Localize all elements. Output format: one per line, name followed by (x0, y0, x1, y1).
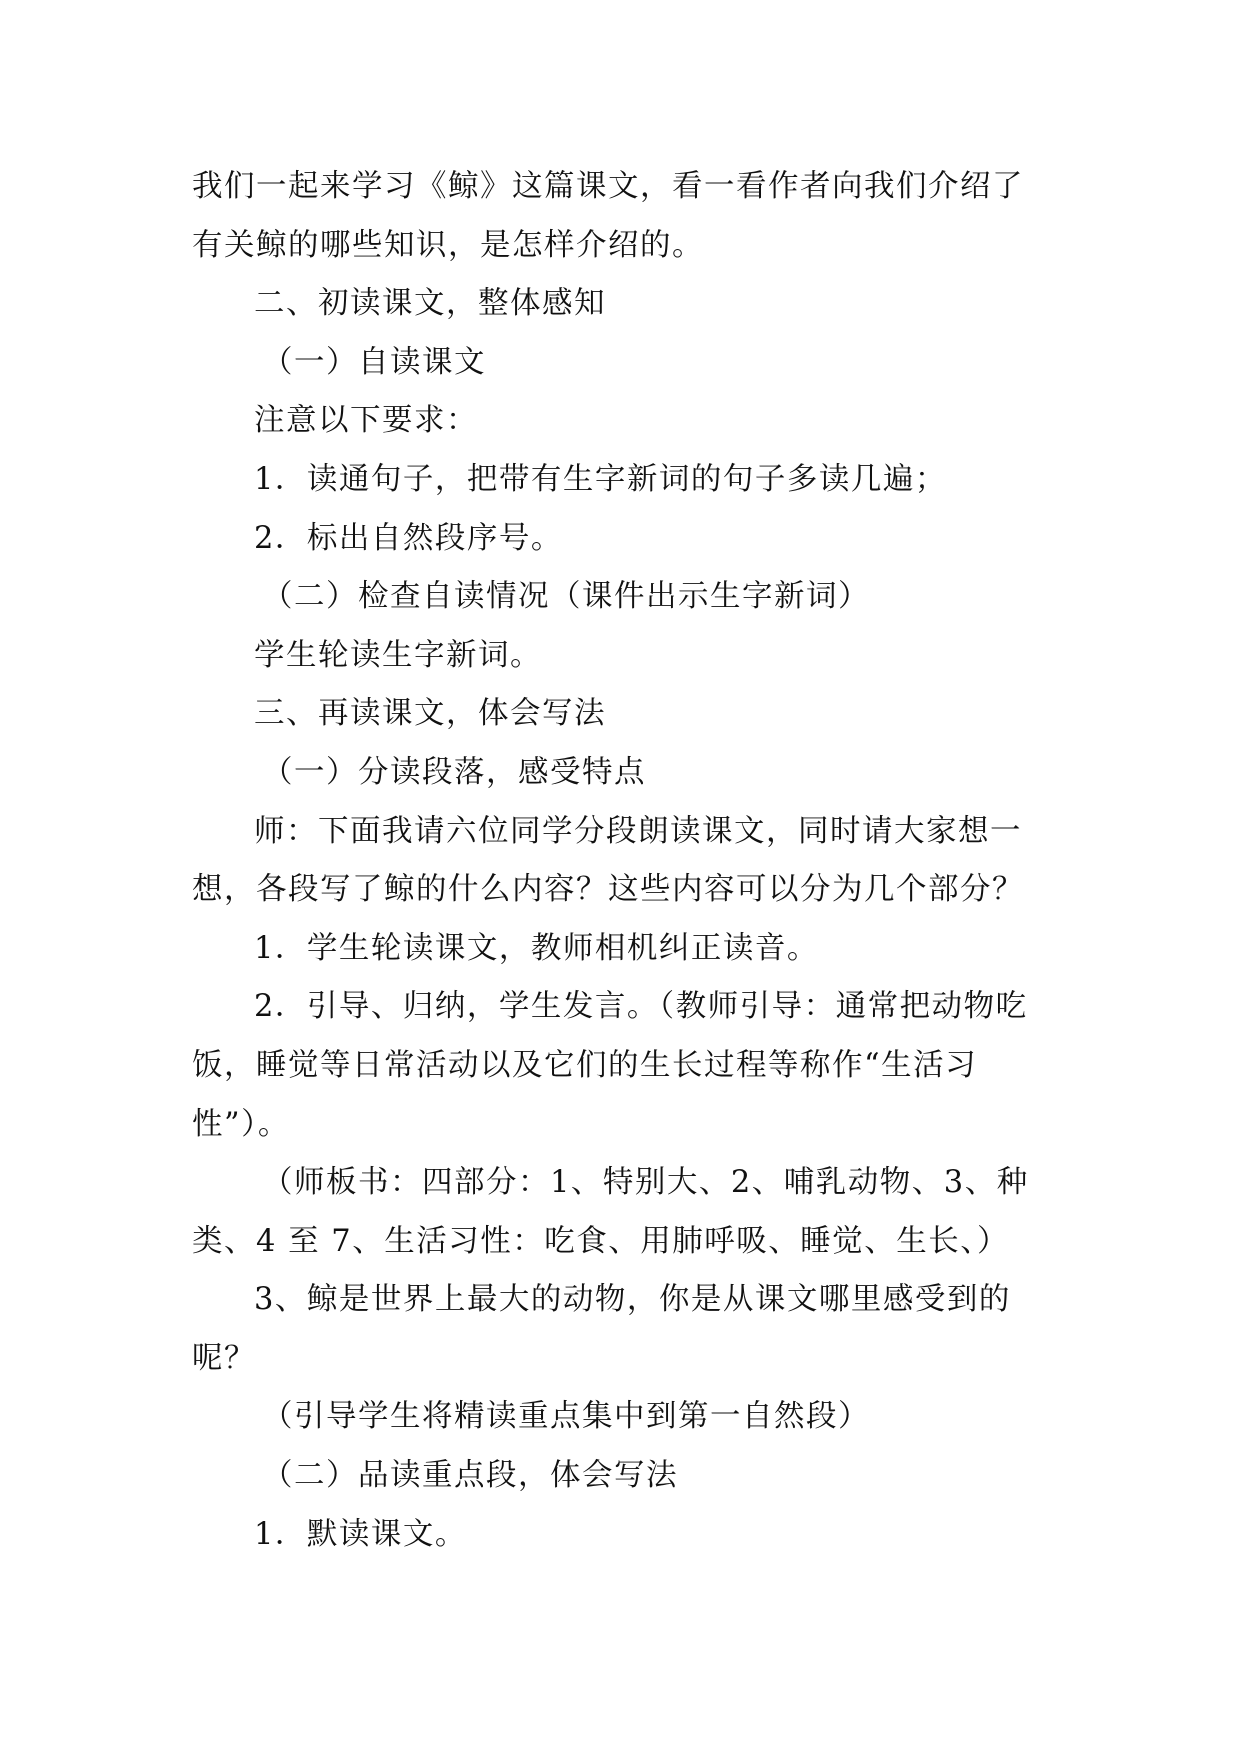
list-item: 2．标出自然段序号。 (254, 520, 563, 556)
paragraph-line: （师板书：四部分：1、特别大、2、哺乳动物、3、种 (262, 1165, 1029, 1201)
list-item: 1．默读课文。 (254, 1516, 467, 1552)
section-heading: 二、初读课文，整体感知 (254, 286, 606, 322)
paragraph-line: 呢？ (192, 1340, 256, 1376)
list-item: 2．引导、归纳，学生发言。（教师引导：通常把动物吃 (254, 989, 1028, 1025)
paragraph-line: 学生轮读生字新词。 (254, 637, 542, 673)
paragraph-line: （引导学生将精读重点集中到第一自然段） (262, 1399, 870, 1435)
paragraph-line: 有关鲸的哪些知识，是怎样介绍的。 (192, 227, 704, 263)
paragraph-line: 性”）。 (192, 1106, 290, 1142)
paragraph-line: 我们一起来学习《鲸》这篇课文，看一看作者向我们介绍了 (192, 169, 1024, 204)
subsection-heading: （一）分读段落，感受特点 (262, 754, 646, 790)
list-item: 1．读通句子，把带有生字新词的句子多读几遍； (254, 461, 947, 497)
subsection-heading: （一）自读课文 (262, 344, 486, 380)
document-body (192, 158, 1062, 1564)
list-item: 3、鲸是世界上最大的动物，你是从课文哪里感受到的 (254, 1282, 1011, 1318)
paragraph-line: 类、4 至 7、生活习性：吃食、用肺呼吸、睡觉、生长、） (192, 1223, 1009, 1259)
list-item: 1．学生轮读课文，教师相机纠正读音。 (254, 930, 819, 966)
subsection-heading: （二）检查自读情况（课件出示生字新词） (262, 579, 870, 615)
paragraph-line: 师：下面我请六位同学分段朗读课文，同时请大家想一 (254, 813, 1022, 849)
subsection-heading: （二）品读重点段，体会写法 (262, 1458, 678, 1494)
paragraph-line: 想，各段写了鲸的什么内容？这些内容可以分为几个部分？ (192, 872, 1024, 908)
section-heading: 三、再读课文，体会写法 (254, 696, 606, 732)
paragraph-line: 饭，睡觉等日常活动以及它们的生长过程等称作“生活习 (192, 1047, 978, 1083)
paragraph-line: 注意以下要求： (254, 403, 478, 439)
